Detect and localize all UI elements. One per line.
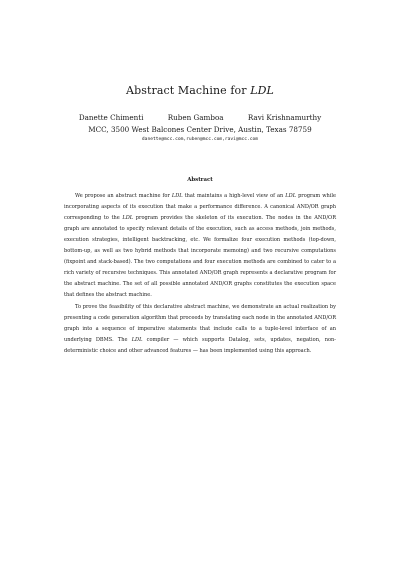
language-name: LDL [122,215,134,221]
author-name: Ravi Krishnamurthy [247,113,322,122]
language-name: LDL [285,193,297,199]
title-language: LDL [250,84,274,97]
author-name: Danette Chimenti [78,113,144,122]
email-addresses: danette@mcc.com,ruben@mcc.com,ravi@mcc.com [141,137,259,142]
author-name: Ruben Gamboa [167,113,224,122]
text-run: program provides the skeleton of its execution. The nodes in the AND/OR graph are annotated to specify relevant details of the execution, such as access methods, join methods, execution strategies, intelligent backtracking, etc. We formalize four execution methods (top-down, bottom-up, as well as two hybrid methods that incorporate memoing) and two recursive computations (fixpoint and stack-based). The two computations and four execution methods are combined to cater to a rich variety of recursive techniques. This annotated AND/OR graph represents a declarative program for the abstract machine. The set of all possible annotated AND/OR graphs constitutes the execution space that defines the abstract machine. [64,215,336,298]
language-name: LDL [131,337,143,343]
title-prefix: Abstract Machine for [126,84,251,97]
author-list [0,113,400,122]
abstract-heading: Abstract [187,177,213,183]
abstract-paragraph [64,302,336,357]
text-run: that maintains a high-level view of an [182,193,286,199]
text-run: compiler — which supports Datalog, sets, updates, negation, non-deterministic choice and other advanced features — has been implemented using this approach. [64,337,336,354]
affiliation: MCC, 3500 West Balcones Center Drive, Austin, Texas 78759 [88,125,312,134]
text-run: program while incorporating aspects of its execution that make a performance difference. A canonical AND/OR graph corresponding to the [64,193,336,221]
paper-title [0,84,400,97]
text-run: We propose an abstract machine for [75,193,172,199]
abstract-body [64,191,336,357]
abstract-paragraph [64,191,336,301]
text-run: To prove the feasibility of this declarative abstract machine, we demonstrate an actual realization by presenting a code generation algorithm that proceeds by translating each node in the annotated AND/OR graph into a sequence of imperative statements that include calls to a tuple-level interface of an underlying DBMS. The [64,304,336,343]
language-name: LDL [171,193,183,199]
